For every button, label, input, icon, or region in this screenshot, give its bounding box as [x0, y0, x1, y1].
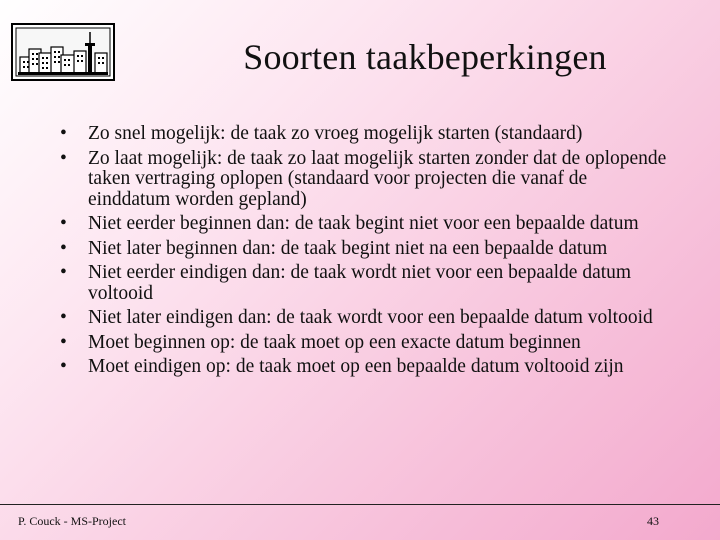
page-number: 43 — [647, 514, 659, 528]
bullet-dot: • — [60, 213, 67, 234]
bullet-dot: • — [60, 356, 67, 377]
list-item — [60, 333, 670, 354]
bullet-dot: • — [60, 307, 67, 328]
bullet-text: Zo snel mogelijk: de taak zo vroeg mogelijk starten (standaard) — [88, 123, 583, 144]
list-item — [60, 263, 670, 304]
bullet-dot: • — [60, 147, 67, 169]
bullet-text: Niet later eindigen dan: de taak wordt voor een bepaalde datum voltooid — [88, 307, 653, 328]
bullet-text: Moet beginnen op: de taak moet op een exacte datum beginnen — [88, 331, 581, 353]
bullet-dot: • — [60, 237, 67, 259]
bullet-text: Niet eerder eindigen dan: de taak wordt niet voor een bepaalde datum voltooid — [88, 262, 632, 304]
city-skyline-icon — [11, 23, 115, 81]
footer-author: P. Couck - MS-Project — [18, 514, 126, 528]
bullet-dot: • — [60, 123, 67, 144]
footer-divider — [0, 504, 720, 505]
bullet-list — [60, 124, 670, 382]
list-item — [60, 357, 670, 378]
bullet-text: Moet eindigen op: de taak moet op een bepaalde datum voltooid zijn — [88, 356, 624, 377]
bullet-text: Zo laat mogelijk: de taak zo laat mogelijk starten zonder dat de oplopende taken vertraging oplopen (standaard voor projecten die vanaf de einddatum worden gepland) — [88, 147, 667, 210]
list-item — [60, 149, 670, 211]
list-item — [60, 239, 670, 260]
bullet-dot: • — [60, 262, 67, 283]
bullet-dot: • — [60, 331, 67, 353]
list-item — [60, 308, 670, 329]
bullet-text: Niet later beginnen dan: de taak begint niet na een bepaalde datum — [88, 237, 608, 259]
slide-title: Soorten taakbeperkingen — [243, 37, 607, 77]
bullet-text: Niet eerder beginnen dan: de taak begint niet voor een bepaalde datum — [88, 213, 639, 234]
list-item — [60, 124, 670, 145]
list-item — [60, 214, 670, 235]
